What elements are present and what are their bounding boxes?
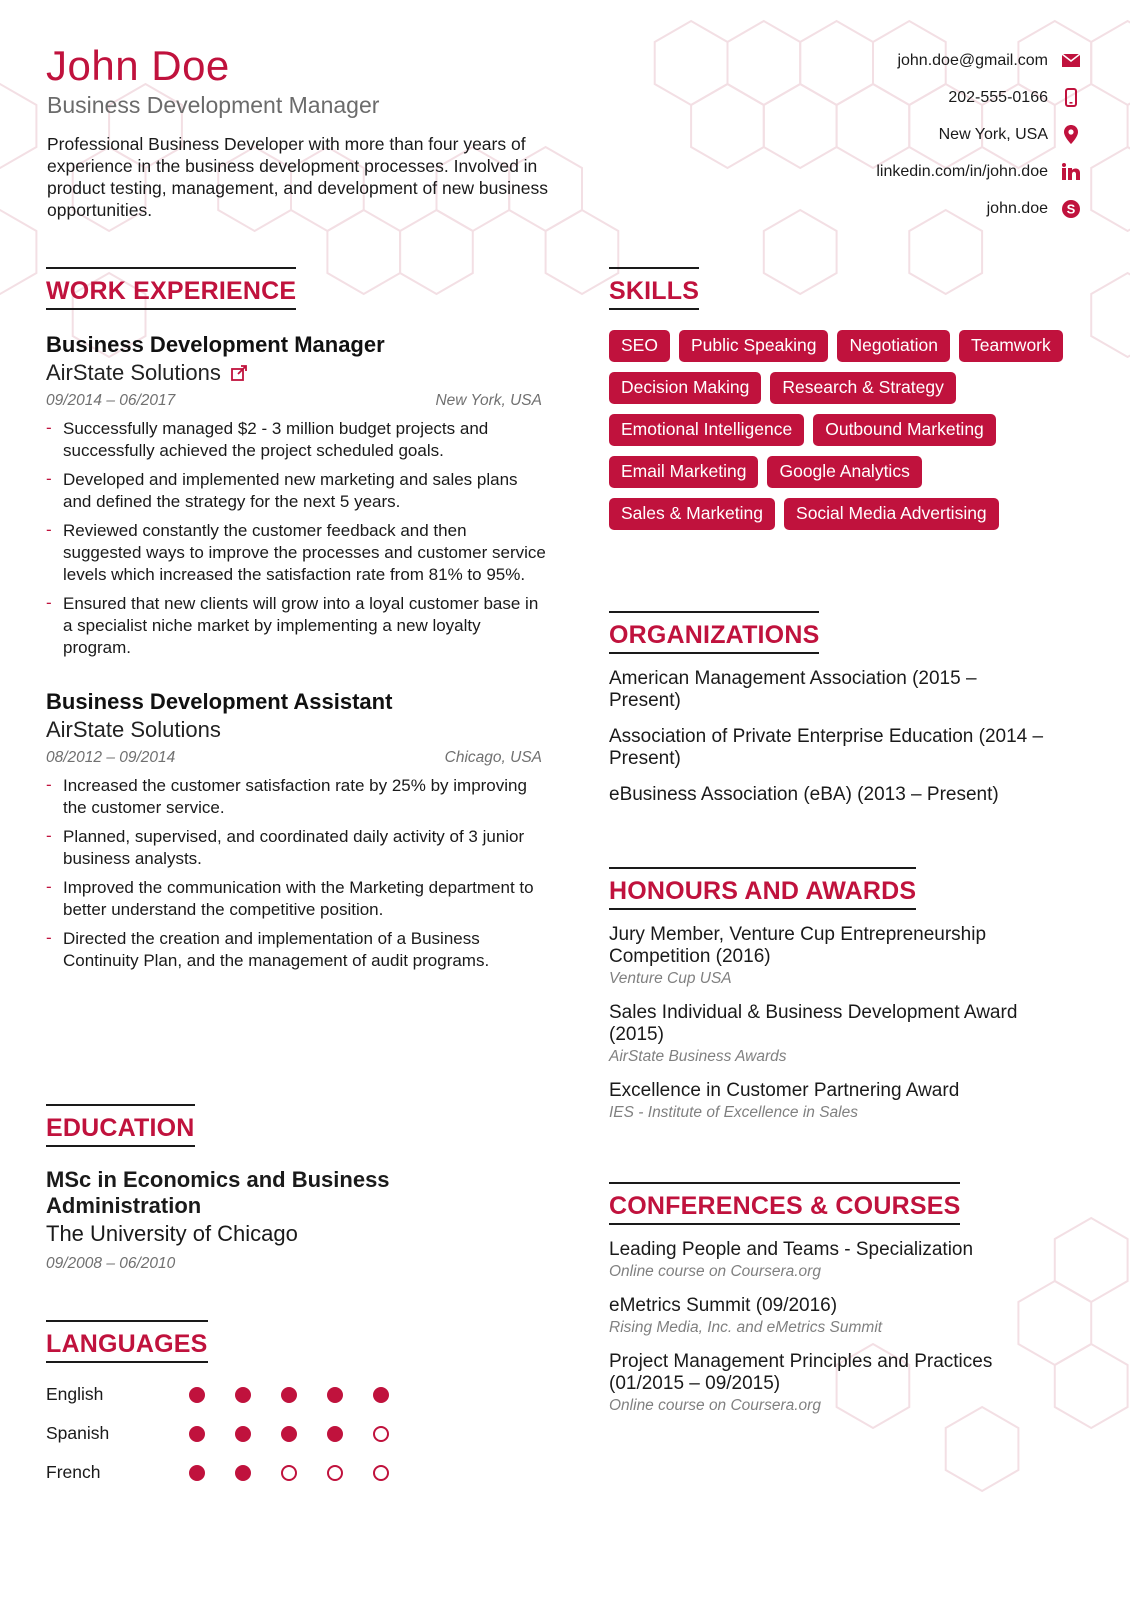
job-location: New York, USA [435,392,542,409]
level-dot-filled [327,1426,343,1442]
contact-skype-text[interactable]: john.doe [986,199,1048,217]
award-issuer: AirState Business Awards [609,1048,787,1065]
job-meta [46,749,542,767]
job-bullet: - Directed the creation and implementation of a Business Continuity Plan, and the management of audit programs. [46,928,490,970]
level-dot-filled [189,1426,205,1442]
job-entry [46,689,546,972]
level-dot-empty [373,1465,389,1481]
language-level-dots [189,1426,419,1442]
award-title: Jury Member, Venture Cup Entrepreneurship Competition (2016) [609,924,987,967]
skill-tag: Decision Making [609,372,761,404]
conferences-heading: CONFERENCES & COURSES [609,1182,960,1225]
phone-icon [1060,87,1082,109]
award-title: Excellence in Customer Partnering Award [609,1080,960,1101]
award-item [609,1002,1059,1066]
job-dates: 08/2012 – 09/2014 [46,749,176,766]
awards-section [609,867,1059,1122]
contact-list [762,42,1082,227]
skill-tag: Teamwork [959,330,1063,362]
contact-location [762,116,1082,153]
linkedin-icon [1060,161,1082,183]
organizations-heading: ORGANIZATIONS [609,611,819,654]
profile-summary: Professional Business Developer with more than four years of experience in the business development processes. Involved in product testing, management, and development of new business opportunities. [47,134,549,220]
job-bullet: - Improved the communication with the Marketing department to better understand the competitive position. [46,877,534,919]
skill-tag: Public Speaking [679,330,829,362]
language-name: English [46,1384,104,1404]
skype-icon [1060,198,1082,220]
candidate-role: Business Development Manager [47,92,380,118]
education-dates: 09/2008 – 06/2010 [46,1255,176,1272]
course-item [609,1295,1059,1337]
level-dot-filled [281,1387,297,1403]
level-dot-empty [373,1426,389,1442]
award-issuer: Venture Cup USA [609,970,732,987]
skill-tag: SEO [609,330,670,362]
job-bullets [46,775,546,972]
job-bullet: - Ensured that new clients will grow into a loyal customer base in a specialist niche market by implementing a new loyalty program. [46,593,539,657]
job-bullet: - Planned, supervised, and coordinated daily activity of 3 junior business analysts. [46,826,525,868]
education-section [46,1104,446,1273]
job-meta [46,392,542,410]
job-company [46,360,546,386]
skills-tag-list [609,330,1079,540]
contact-phone-text[interactable]: 202-555-0166 [948,88,1048,106]
external-link-icon[interactable] [231,365,247,381]
contact-linkedin[interactable] [762,153,1082,190]
organization-item: eBusiness Association (eBA) (2013 – Present) [609,784,999,805]
languages-section [46,1320,419,1492]
language-row [46,1453,419,1492]
job-bullet: - Successfully managed $2 - 3 million budget projects and successfully achieved the project scheduled goals. [46,418,489,460]
job-title: Business Development Manager [46,332,385,357]
language-row [46,1414,419,1453]
conferences-section [609,1182,1059,1415]
level-dot-filled [235,1387,251,1403]
language-level-dots [189,1465,419,1481]
job-bullets [46,418,546,659]
languages-heading: LANGUAGES [46,1320,208,1363]
organizations-section [609,611,1049,806]
language-name: Spanish [46,1423,110,1443]
course-item [609,1351,1059,1415]
language-name: French [46,1462,101,1482]
skill-tag: Outbound Marketing [813,414,996,446]
course-provider: Online course on Coursera.org [609,1397,821,1414]
skills-section [609,267,1079,540]
level-dot-filled [327,1387,343,1403]
contact-email[interactable] [762,42,1082,79]
level-dot-filled [235,1465,251,1481]
job-dates: 09/2014 – 06/2017 [46,392,176,409]
level-dot-empty [327,1465,343,1481]
level-dot-filled [373,1387,389,1403]
course-item [609,1239,1059,1281]
envelope-icon [1060,50,1082,72]
education-heading: EDUCATION [46,1104,195,1147]
skill-tag: Emotional Intelligence [609,414,804,446]
course-title: Project Management Principles and Practices (01/2015 – 09/2015) [609,1351,993,1394]
job-title: Business Development Assistant [46,689,393,714]
language-level-dots [189,1387,419,1403]
skill-tag: Research & Strategy [770,372,955,404]
skill-tag: Sales & Marketing [609,498,775,530]
skills-heading: SKILLS [609,267,699,310]
job-bullet: - Reviewed constantly the customer feedback and then suggested ways to improve the processes and customer service levels which increased the satisfaction rate from 81% to 95%. [46,520,546,584]
organization-item: American Management Association (2015 – Present) [609,668,977,711]
education-school: The University of Chicago [46,1221,298,1246]
job-bullet: - Developed and implemented new marketing and sales plans and defined the strategy for the next 5 years. [46,469,518,511]
svg-text:S: S [1066,201,1076,216]
level-dot-filled [281,1426,297,1442]
location-pin-icon [1060,124,1082,146]
job-company-name: AirState Solutions [46,360,221,385]
award-title: Sales Individual & Business Development Award (2015) [609,1002,1018,1045]
award-item [609,924,1059,988]
candidate-name: John Doe [46,42,230,89]
organization-item: Association of Private Enterprise Education (2014 – Present) [609,726,1044,769]
award-issuer: IES - Institute of Excellence in Sales [609,1104,858,1121]
awards-heading: HONOURS AND AWARDS [609,867,916,910]
contact-phone[interactable] [762,79,1082,116]
skill-tag: Email Marketing [609,456,758,488]
course-title: eMetrics Summit (09/2016) [609,1295,838,1316]
course-provider: Online course on Coursera.org [609,1263,821,1280]
work-experience-heading: WORK EXPERIENCE [46,267,296,310]
course-title: Leading People and Teams - Specialization [609,1239,974,1260]
level-dot-filled [235,1426,251,1442]
course-provider: Rising Media, Inc. and eMetrics Summit [609,1319,883,1336]
level-dot-filled [189,1465,205,1481]
award-item [609,1080,1059,1122]
skill-tag: Google Analytics [767,456,921,488]
job-company-name: AirState Solutions [46,717,221,742]
contact-skype[interactable] [762,190,1082,227]
contact-location-text: New York, USA [938,125,1048,143]
job-location: Chicago, USA [444,749,542,766]
skill-tag: Social Media Advertising [784,498,999,530]
job-entry [46,332,546,659]
level-dot-filled [189,1387,205,1403]
contact-email-text[interactable]: john.doe@gmail.com [897,51,1048,69]
job-bullet: - Increased the customer satisfaction rate by 25% by improving the customer service. [46,775,527,817]
level-dot-empty [281,1465,297,1481]
education-degree: MSc in Economics and Business Administration [46,1167,390,1218]
contact-linkedin-text[interactable]: linkedin.com/in/john.doe [876,162,1048,180]
job-company [46,717,546,743]
skill-tag: Negotiation [837,330,950,362]
languages-list [46,1375,419,1492]
language-row [46,1375,419,1414]
work-experience-section [46,267,546,979]
